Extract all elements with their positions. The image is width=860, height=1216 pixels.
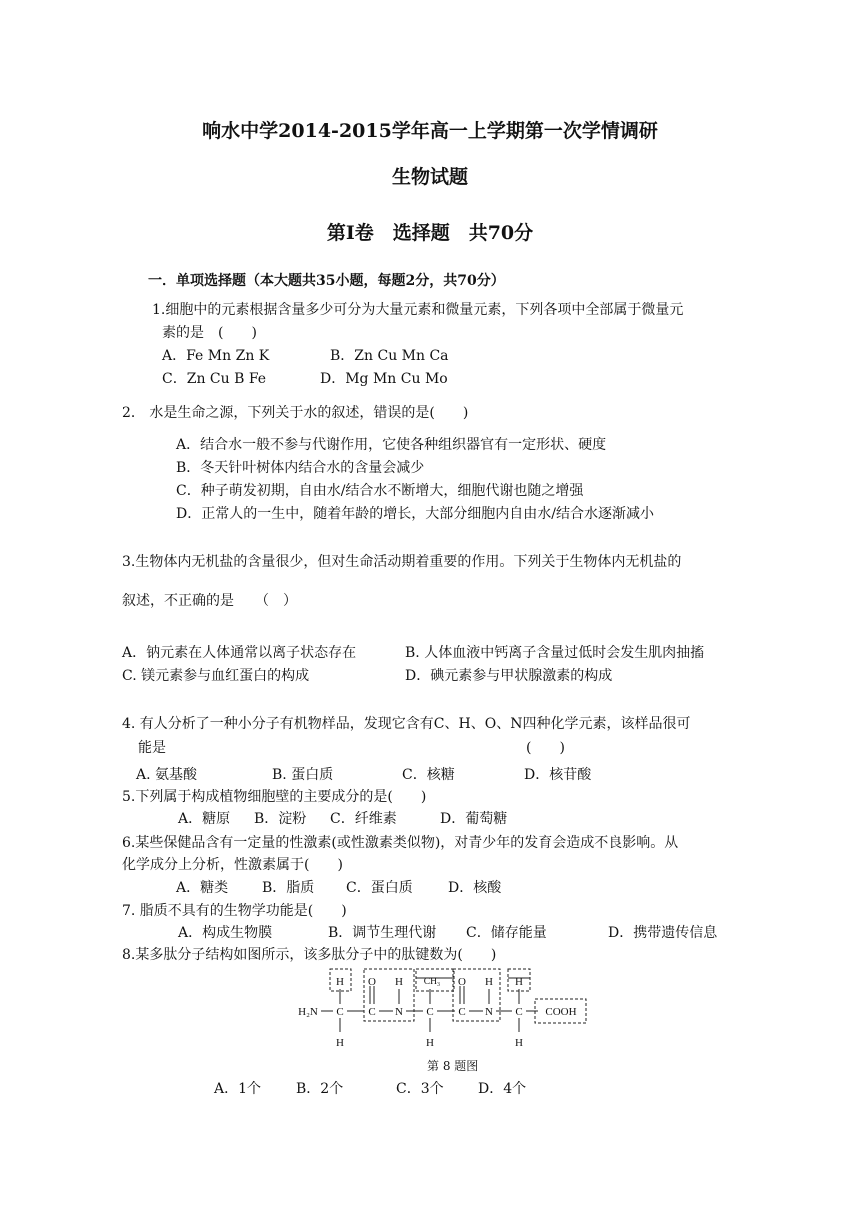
option-d: D．携带遗传信息 (608, 925, 718, 941)
option-a: A．结合水一般不参与代谢作用，它使各种组织器官有一定形状、硬度 (176, 437, 607, 453)
question-stem: 化学成分上分析，性激素属于( ) (122, 857, 343, 873)
atom-o: O (368, 976, 376, 988)
option-b: B．淀粉 (254, 811, 307, 827)
option-a: A．钠元素在人体通常以离子状态存在 (122, 645, 357, 661)
atom-c: C (426, 1006, 434, 1018)
section-title: 第Ⅰ卷 选择题 共70分 (326, 222, 534, 244)
atom-o: O (458, 976, 466, 988)
option-c: C．种子萌发初期，自由水/结合水不断增大，细胞代谢也随之增强 (176, 483, 584, 499)
exam-title: 响水中学2014-2015学年高一上学期第一次学情调研 (202, 120, 658, 142)
atom-c: C (368, 1006, 376, 1018)
question-stem: 5.下列属于构成植物细胞壁的主要成分的是( ) (122, 789, 427, 805)
group-ch3: CH₃ (423, 977, 441, 987)
atom-c: C (515, 1006, 523, 1018)
atom-n: N (395, 1006, 403, 1018)
option-d: D．核苷酸 (524, 767, 592, 783)
option-d: D．碘元素参与甲状腺激素的构成 (405, 668, 613, 684)
atom-c: C (458, 1006, 466, 1018)
atom-n: N (485, 1006, 493, 1018)
question-stem: 1.细胞中的元素根据含量多少可分为大量元素和微量元素，下列各项中全部属于微量元 (152, 302, 684, 318)
answer-paren: ( ) (526, 740, 565, 756)
option-a: A．构成生物膜 (178, 925, 273, 941)
option-c: C．核糖 (402, 767, 455, 783)
option-a: A. 氨基酸 (136, 767, 198, 783)
atom-h: H (336, 1037, 344, 1049)
question-stem: 4. 有人分析了一种小分子有机物样品，发现它含有C、H、O、N四种化学元素，该样品很可 (122, 716, 691, 732)
option-b: B. 人体血液中钙离子含量过低时会发生肌肉抽搐 (405, 645, 705, 661)
group-h2n: H₂N (298, 1006, 318, 1018)
atom-c: C (336, 1006, 344, 1018)
question-stem: 叙述，不正确的是 （ ） (122, 593, 297, 609)
question-stem: 素的是 ( ) (162, 325, 257, 341)
polypeptide-structure-figure (280, 966, 600, 1056)
option-c: C．蛋白质 (346, 880, 413, 896)
option-d: D．正常人的一生中，随着年龄的增长，大部分细胞内自由水/结合水逐渐减小 (176, 506, 654, 522)
option-b: B．Zn Cu Mn Ca (330, 348, 449, 364)
atom-h: H (515, 976, 523, 988)
option-c: C．储存能量 (466, 925, 547, 941)
option-c: C．纤维素 (330, 811, 397, 827)
option-d: D．4个 (478, 1081, 527, 1097)
atom-h: H (485, 976, 493, 988)
option-b: B．脂质 (262, 880, 315, 896)
option-b: B. 蛋白质 (272, 767, 334, 783)
atom-h: H (395, 976, 403, 988)
atom-h: H (336, 976, 344, 988)
group-cooh: COOH (545, 1006, 577, 1018)
option-d: D．Mg Mn Cu Mo (320, 371, 448, 387)
exam-subtitle: 生物试题 (391, 166, 468, 188)
question-stem: 能是 (138, 740, 166, 756)
option-a: A．糖原 (178, 811, 231, 827)
atom-h: H (515, 1037, 523, 1049)
option-c: C．3个 (396, 1081, 444, 1097)
atom-h: H (426, 1037, 434, 1049)
option-c: C．Zn Cu B Fe (162, 371, 267, 387)
option-b: B．调节生理代谢 (328, 925, 437, 941)
question-stem: 3.生物体内无机盐的含量很少，但对生命活动期着重要的作用。下列关于生物体内无机盐的 (122, 554, 682, 570)
option-d: D．葡萄糖 (440, 811, 508, 827)
figure-caption: 第 8 题图 (427, 1059, 479, 1073)
part-heading: 一．单项选择题（本大题共35小题，每题2分，共70分） (148, 273, 505, 289)
question-stem: 7. 脂质不具有的生物学功能是( ) (122, 903, 347, 919)
question-stem: 8.某多肽分子结构如图所示，该多肽分子中的肽键数为( ) (122, 947, 497, 963)
option-c: C. 镁元素参与血红蛋白的构成 (122, 668, 310, 684)
question-stem: 2． 水是生命之源，下列关于水的叙述，错误的是( ) (122, 405, 469, 421)
option-a: A．Fe Mn Zn K (162, 348, 270, 364)
option-a: A．1个 (214, 1081, 262, 1097)
option-d: D．核酸 (448, 880, 502, 896)
option-b: B．2个 (296, 1081, 344, 1097)
option-b: B．冬天针叶树体内结合水的含量会减少 (176, 460, 425, 476)
question-stem: 6.某些保健品含有一定量的性激素(或性激素类似物)，对青少年的发育会造成不良影响。从 (122, 835, 679, 851)
option-a: A．糖类 (176, 880, 229, 896)
